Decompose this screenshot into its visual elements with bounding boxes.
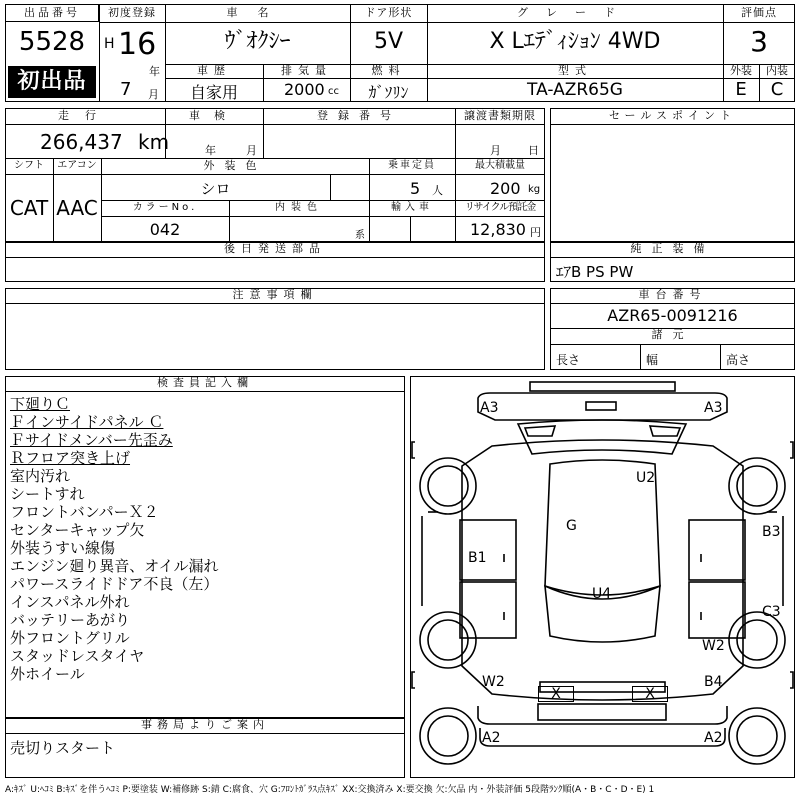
max-load-unit: kg (528, 184, 541, 195)
note-line: 室内汚れ (10, 467, 71, 485)
office-message: 売切りスタート (10, 739, 116, 757)
interior-grade-label: 内装 (766, 64, 788, 77)
history-label: 車歴 (197, 64, 231, 77)
recycle: 12,830 (470, 220, 526, 239)
windshield (518, 420, 686, 454)
mark-b1: B1 (468, 550, 487, 566)
mark-w2-left: W2 (482, 674, 505, 690)
aircon-label: エアコン (57, 160, 97, 171)
shift-label: シフト (14, 160, 44, 171)
recycle-label: リサイクル預託金 (464, 202, 536, 213)
note-line: Ｒフロア突き上げ (10, 449, 131, 467)
door: 5V (373, 29, 404, 54)
right-front-door (689, 520, 745, 580)
inspection-month-unit: 月 (246, 144, 257, 157)
history: 自家用 (189, 83, 238, 102)
car-name-label: 車名 (226, 6, 289, 19)
note-line: センターキャップ欠 (10, 521, 145, 539)
mark-a2-right: A2 (704, 730, 723, 746)
inspection-label: 車検 (189, 109, 239, 122)
mark-a2-left: A2 (482, 730, 501, 746)
era: H (104, 36, 115, 52)
mileage-unit: km (138, 130, 170, 154)
displacement-label: 排気量 (281, 64, 332, 77)
inspector-label: 検査員記入欄 (157, 376, 253, 389)
month-unit: 月 (148, 88, 159, 101)
spec-label: 諸元 (651, 328, 694, 341)
exterior-grade: E (735, 79, 747, 100)
year-unit: 年 (149, 65, 160, 78)
reg-year: 16 (118, 27, 157, 62)
mark-a3-right: A3 (704, 400, 723, 416)
note-line: Ｆインサイドパネル Ｃ (10, 413, 164, 431)
note-line: 外フロントグリル (10, 629, 130, 647)
note-line: シートすれ (10, 485, 85, 503)
mileage: 266,437 (40, 130, 123, 154)
lot-number-label: 出品番号 (24, 6, 80, 19)
car-diagram (410, 376, 795, 778)
interior-grade: C (770, 79, 784, 100)
inspector-notes (10, 395, 400, 683)
mark-b3: B3 (762, 524, 781, 540)
height-label: 高さ (726, 353, 751, 367)
grade: X Lｴﾃﾞｨｼｮﾝ 4WD (489, 29, 661, 54)
fuel: ｶﾞｿﾘﾝ (368, 83, 409, 102)
int-color-label: 内装色 (275, 202, 323, 213)
capacity-label: 乗車定員 (388, 160, 436, 171)
mark-b4: B4 (704, 674, 723, 690)
note-line: 外装うすい線傷 (10, 539, 116, 557)
capacity-unit: 人 (432, 184, 443, 197)
mark-u2: U2 (636, 470, 656, 486)
note-line: パワースライドドア不良（左） (10, 575, 219, 593)
mark-g: G (566, 518, 577, 534)
mark-a3-left: A3 (480, 400, 499, 416)
inspection-year-unit: 年 (205, 144, 216, 157)
transfer-label: 譲渡書類期限 (464, 109, 536, 122)
details-block (5, 108, 545, 242)
note-line: Ｆサイドメンバー先歪み (10, 431, 173, 449)
chassis-label: 車台番号 (638, 288, 707, 301)
legend: A:ｷｽﾞ U:ﾍｺﾐ B:ｷｽﾞを伴うﾍｺﾐ P:要塗装 W:補修跡 S:錆 C:腐食、穴 G:ﾌﾛﾝﾄｶﾞﾗｽ点ｷｽﾞ XX:交換済み X:要交換 欠:欠品 内・外装評価 5段階ﾗﾝｸ順(A・B・C・D・E) 1 (5, 785, 655, 795)
ext-color-label: 外装色 (203, 159, 267, 172)
note-line: バッテリーあがり (10, 611, 131, 629)
office-label: 事務局よりご案内 (141, 718, 269, 731)
note-line: 外ホイール (10, 665, 85, 683)
import-label: 輸入車 (391, 202, 433, 213)
sales-point-label: セールスポイント (608, 109, 736, 122)
reg-number-label: 登録番号 (317, 109, 401, 122)
note-line: 下廻りＣ (10, 395, 71, 413)
ext-color: シロ (200, 180, 231, 198)
note-line: エンジン廻り異音、オイル漏れ (10, 557, 219, 575)
score: 3 (750, 25, 768, 58)
equipment: ｴｱB PS PW (556, 263, 634, 281)
width-label: 幅 (646, 353, 659, 367)
exterior-grade-label: 外装 (730, 64, 752, 77)
left-rear-door (460, 582, 516, 638)
max-load: 200 (490, 179, 521, 198)
model: TA-AZR65G (527, 80, 623, 100)
equipment-label: 純正装備 (630, 242, 715, 255)
note-line: スタッドレスタイヤ (10, 647, 145, 665)
shift: CAT (9, 196, 49, 220)
rear-bumper (478, 706, 727, 724)
length-label: 長さ (556, 353, 581, 367)
roof-strip (530, 382, 675, 391)
right-rear-door (689, 582, 745, 638)
capacity: 5 (410, 179, 421, 198)
fuel-label: 燃料 (371, 64, 406, 77)
aircon: AAC (56, 196, 98, 220)
door-label: ドア形状 (364, 6, 413, 19)
mark-u4: U4 (592, 586, 612, 602)
score-label: 評価点 (741, 6, 777, 19)
mark-x-right: X (632, 686, 668, 702)
max-load-label: 最大積載量 (475, 160, 525, 171)
note-line: インスパネル外れ (10, 593, 130, 611)
front-badge (586, 402, 616, 410)
caution-label: 注意事項欄 (232, 288, 318, 301)
reg-month: 7 (120, 79, 132, 100)
license-plate (538, 704, 666, 720)
displacement: 2000 (284, 80, 325, 99)
lot-number: 5528 (18, 27, 86, 57)
mark-c3: C3 (762, 604, 781, 620)
transfer-day-unit: 日 (528, 144, 539, 157)
note-line: フロントバンパーＸ２ (10, 503, 159, 521)
first-listing-badge-text: 初出品 (17, 69, 87, 94)
mark-w2-right: W2 (702, 638, 725, 654)
car-name: ｳﾞｵｸｼｰ (224, 29, 291, 54)
int-color-unit: 系 (355, 230, 365, 241)
chassis-number: AZR65-0091216 (607, 306, 738, 325)
model-label: 型式 (558, 64, 592, 77)
first-reg-label: 初度登録 (108, 6, 156, 19)
mileage-label: 走行 (58, 109, 112, 122)
color-no: 042 (149, 220, 181, 239)
transfer-month-unit: 月 (490, 144, 501, 157)
parts-label: 後日発送部品 (224, 242, 326, 255)
color-no-label: カラーNo. (132, 202, 198, 213)
front-bumper (478, 393, 727, 420)
sales-point-box (550, 108, 795, 242)
body-outline (462, 440, 743, 700)
mark-x-left: X (538, 686, 574, 702)
recycle-unit: 円 (530, 226, 541, 239)
grade-label: グレード (517, 6, 633, 19)
displacement-unit: cc (328, 86, 339, 97)
